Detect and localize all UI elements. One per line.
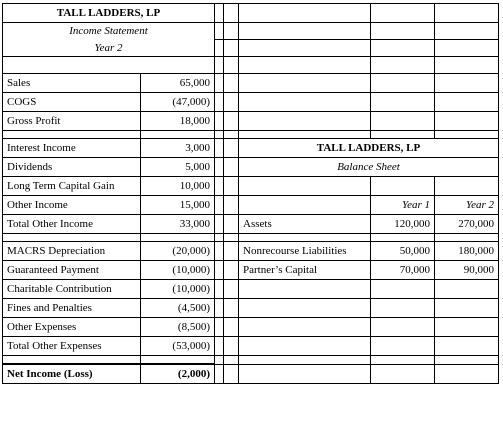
row-label-other-income: Other Income bbox=[3, 196, 141, 215]
row-label-total-other-expenses: Total Other Expenses bbox=[3, 337, 141, 356]
table-row bbox=[3, 74, 499, 93]
balance-assets-year2: 270,000 bbox=[435, 215, 499, 234]
row-value-total-other-expenses: (53,000) bbox=[141, 337, 215, 356]
row-label-guaranteed-payment: Guaranteed Payment bbox=[3, 261, 141, 280]
balance-label-assets: Assets bbox=[239, 215, 371, 234]
row-label-ltcg: Long Term Capital Gain bbox=[3, 177, 141, 196]
table-row bbox=[3, 112, 499, 131]
row-value-other-expenses: (8,500) bbox=[141, 318, 215, 337]
row-label-macrs: MACRS Depreciation bbox=[3, 242, 141, 261]
row-label-dividends: Dividends bbox=[3, 158, 141, 177]
table-row bbox=[3, 337, 499, 356]
row-label-other-expenses: Other Expenses bbox=[3, 318, 141, 337]
row-value-cogs: (47,000) bbox=[141, 93, 215, 112]
balance-nonrecourse-year2: 180,000 bbox=[435, 242, 499, 261]
table-row bbox=[3, 364, 499, 384]
row-label-total-other-income: Total Other Income bbox=[3, 215, 141, 234]
table-row bbox=[3, 318, 499, 337]
row-value-fines: (4,500) bbox=[141, 299, 215, 318]
balance-capital-year1: 70,000 bbox=[371, 261, 435, 280]
table-row bbox=[3, 177, 499, 196]
balance-assets-year1: 120,000 bbox=[371, 215, 435, 234]
income-company-name: TALL LADDERS, LP bbox=[3, 4, 215, 23]
balance-label-partners-capital: Partner’s Capital bbox=[239, 261, 371, 280]
table-row bbox=[3, 139, 499, 158]
table-row bbox=[3, 261, 499, 280]
row-label-charitable: Charitable Contribution bbox=[3, 280, 141, 299]
row-value-sales: 65,000 bbox=[141, 74, 215, 93]
row-label-cogs: COGS bbox=[3, 93, 141, 112]
table-row bbox=[3, 215, 499, 234]
row-value-gross-profit: 18,000 bbox=[141, 112, 215, 131]
table-row bbox=[3, 242, 499, 261]
table-row bbox=[3, 280, 499, 299]
financial-table bbox=[2, 3, 499, 384]
table-row bbox=[3, 93, 499, 112]
table-row bbox=[3, 158, 499, 177]
balance-nonrecourse-year1: 50,000 bbox=[371, 242, 435, 261]
balance-col-year2: Year 2 bbox=[435, 196, 499, 215]
row-label-net-income: Net Income (Loss) bbox=[3, 364, 141, 384]
balance-company-name: TALL LADDERS, LP bbox=[239, 139, 499, 158]
row-value-interest-income: 3,000 bbox=[141, 139, 215, 158]
row-label-gross-profit: Gross Profit bbox=[3, 112, 141, 131]
row-label-interest-income: Interest Income bbox=[3, 139, 141, 158]
balance-col-year1: Year 1 bbox=[371, 196, 435, 215]
spreadsheet bbox=[2, 3, 499, 384]
income-statement-title: Income Statement bbox=[3, 23, 215, 40]
row-value-net-income: (2,000) bbox=[141, 364, 215, 384]
balance-label-nonrecourse: Nonrecourse Liabilities bbox=[239, 242, 371, 261]
balance-capital-year2: 90,000 bbox=[435, 261, 499, 280]
row-value-total-other-income: 33,000 bbox=[141, 215, 215, 234]
row-value-ltcg: 10,000 bbox=[141, 177, 215, 196]
row-value-macrs: (20,000) bbox=[141, 242, 215, 261]
balance-sheet-title: Balance Sheet bbox=[239, 158, 499, 177]
row-value-other-income: 15,000 bbox=[141, 196, 215, 215]
table-row bbox=[3, 299, 499, 318]
row-value-charitable: (10,000) bbox=[141, 280, 215, 299]
row-value-dividends: 5,000 bbox=[141, 158, 215, 177]
income-statement-period: Year 2 bbox=[3, 40, 215, 57]
row-label-fines: Fines and Penalties bbox=[3, 299, 141, 318]
row-label-sales: Sales bbox=[3, 74, 141, 93]
row-value-guaranteed-payment: (10,000) bbox=[141, 261, 215, 280]
table-row bbox=[3, 196, 499, 215]
